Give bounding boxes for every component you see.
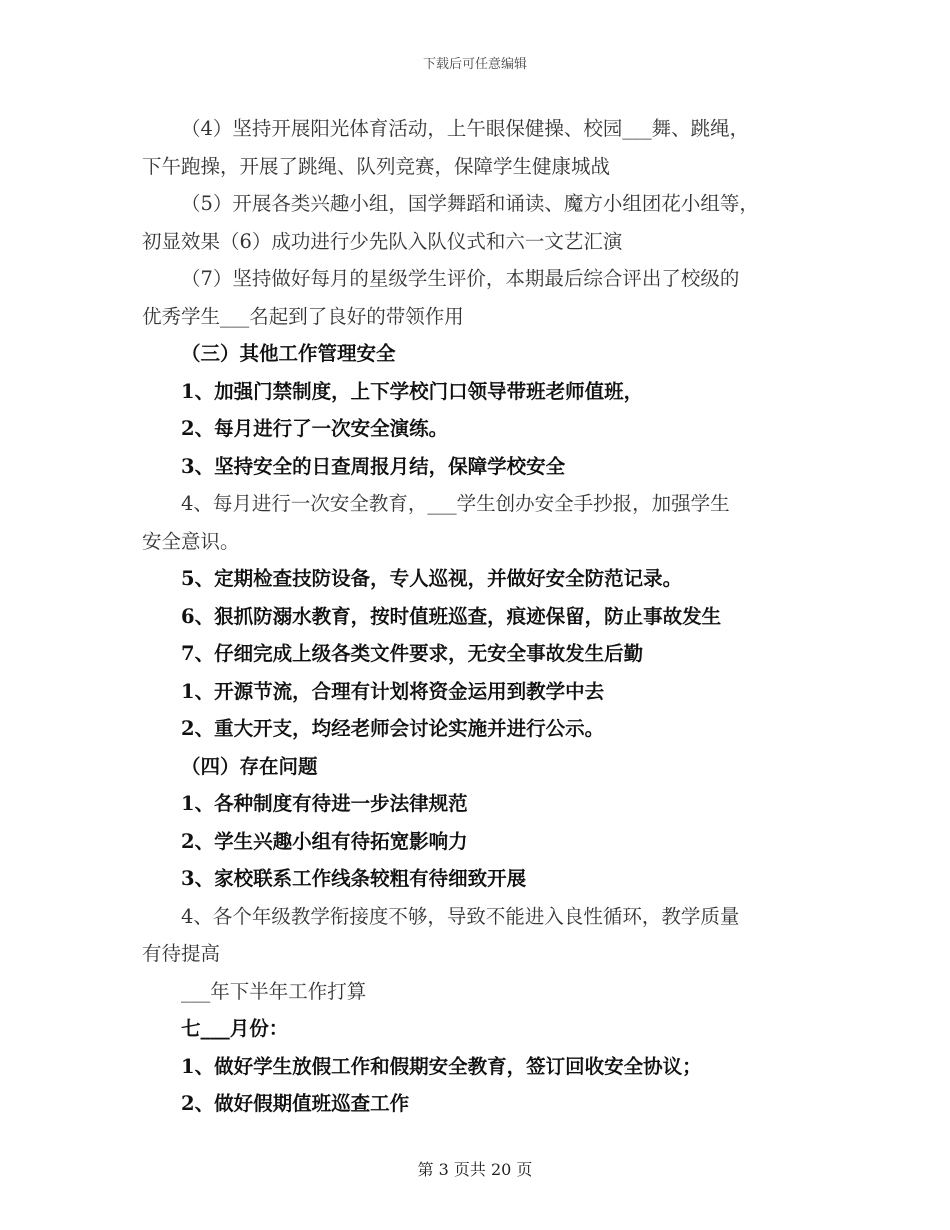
text-line: 1、做好学生放假工作和假期安全教育，签订回收安全协议； (181, 1054, 702, 1078)
text-line: 7、仔细完成上级各类文件要求，无安全事故发生后勤 (181, 642, 644, 665)
text-line: 4、每月进行一次安全教育，___学生创办安全手抄报，加强学生 (181, 492, 730, 515)
text-line: 2、做好假期值班巡查工作 (181, 1092, 410, 1115)
text-line: （5）开展各类兴趣小组，国学舞蹈和诵读、魔方小组团花小组等， (181, 192, 759, 215)
page-header: 下载后可任意编辑 (422, 57, 527, 72)
text-line: 2、每月进行了一次安全演练。 (181, 417, 449, 440)
text-line: （4）坚持开展阳光体育活动，上午眼保健操、校园___舞、跳绳， (181, 117, 750, 140)
text-line: 初显效果（6）成功进行少先队入队仪式和六一文艺汇演 (142, 229, 623, 253)
text-line: （7）坚持做好每月的星级学生评价，本期最后综合评出了校级的 (181, 267, 740, 290)
text-line: 3、家校联系工作线条较粗有待细致开展 (181, 867, 527, 890)
text-line: 有待提高 (142, 942, 221, 965)
text-line: 2、重大开支，均经老师会讨论实施并进行公示。 (181, 717, 605, 740)
text-line: 下午跑操，开展了跳绳、队列竞赛，保障学生健康城战 (142, 154, 611, 178)
text-line: （三）其他工作管理安全 (181, 342, 396, 365)
text-line: 5、定期检查技防设备，专人巡视，并做好安全防范记录。 (181, 567, 683, 590)
text-line: 3、坚持安全的日查周报月结，保障学校安全 (181, 454, 566, 478)
text-line: 七___月份： (181, 1017, 289, 1040)
document-body (142, 110, 822, 1123)
text-line: 1、加强门禁制度，上下学校门口领导带班老师值班， (181, 379, 644, 403)
text-line: 6、狠抓防溺水教育，按时值班巡查，痕迹保留，防止事故发生 (181, 604, 722, 628)
text-line: 4、各个年级教学衔接度不够，导致不能进入良性循环，教学质量 (181, 904, 740, 928)
text-line: 1、各种制度有待进一步法律规范 (181, 792, 468, 815)
text-line: 优秀学生___名起到了良好的带领作用 (142, 304, 464, 328)
text-line: 1、开源节流，合理有计划将资金运用到教学中去 (181, 679, 605, 703)
page-footer: 第 3 页共 20 页 (417, 1160, 533, 1179)
text-line: （四）存在问题 (181, 754, 318, 778)
text-line: 安全意识。 (142, 529, 240, 553)
text-line: 2、学生兴趣小组有待拓宽影响力 (181, 829, 468, 853)
text-line: ___年下半年工作打算 (181, 979, 367, 1003)
